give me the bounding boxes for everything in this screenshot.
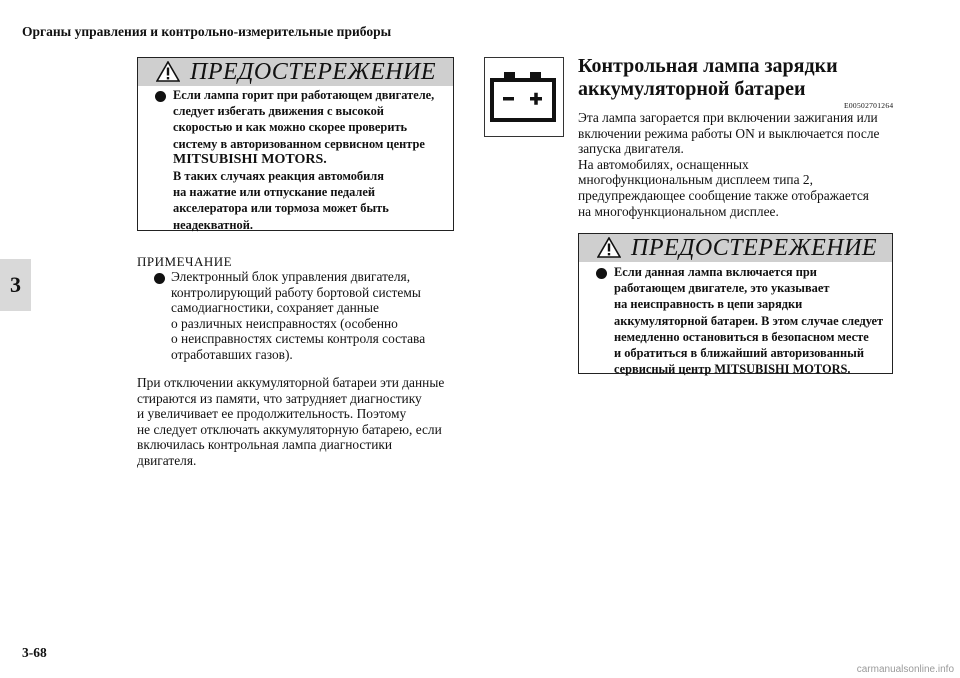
warning-header xyxy=(138,58,453,86)
note-line: о различных неисправностях (особенно xyxy=(171,315,398,331)
paragraph-line: включилась контрольная лампа диагностики xyxy=(137,437,393,453)
page-number: 3-68 xyxy=(22,645,47,660)
warning-title: ПРЕДОСТЕРЕЖЕНИЕ xyxy=(190,59,437,85)
page-header: Органы управления и контрольно-измерительные приборы xyxy=(22,24,392,39)
warning-line: сервисный центр MITSUBISHI MOTORS. xyxy=(614,362,851,377)
warning-line: неадекватной. xyxy=(173,217,253,232)
bullet-icon xyxy=(596,268,607,279)
heading-line: аккумуляторной батареи xyxy=(578,78,806,100)
battery-icon xyxy=(485,58,562,135)
warning-line: скоростью и как можно скорее проверить xyxy=(173,120,408,135)
warning-title: ПРЕДОСТЕРЕЖЕНИЕ xyxy=(631,235,878,261)
watermark: carmanualsonline.info xyxy=(856,664,954,675)
heading-line: Контрольная лампа зарядки xyxy=(578,55,838,77)
bullet-icon xyxy=(154,273,165,284)
paragraph-line: включении режима работы ON и выключается после xyxy=(578,125,880,141)
warning-line: на нажатие или отпускание педалей xyxy=(173,185,376,200)
warning-line: MITSUBISHI MOTORS. xyxy=(173,151,327,167)
warning-text xyxy=(614,264,883,377)
bullet-icon xyxy=(155,91,166,102)
paragraph-line: предупреждающее сообщение также отображается xyxy=(578,187,869,203)
warning-line: В таких случаях реакция автомобиля xyxy=(173,169,384,184)
warning-line: аккумуляторной батареи. В этом случае следует xyxy=(614,313,884,328)
warning-text xyxy=(173,87,434,233)
battery-icon-frame xyxy=(484,57,564,137)
note-line: о неисправностях системы контроля состава xyxy=(171,331,426,347)
warning-triangle-icon xyxy=(597,237,621,258)
section-heading xyxy=(578,55,838,101)
paragraph-line: двигателя. xyxy=(137,452,197,468)
note-line: отработавших газов). xyxy=(171,346,293,362)
paragraph-line: и увеличивает ее продолжительность. Поэтому xyxy=(137,406,407,422)
warning-line: Если данная лампа включается при xyxy=(614,265,817,279)
note-line: самодиагностики, сохраняет данные xyxy=(171,300,379,316)
paragraph-line: При отключении аккумуляторной батареи эти данные xyxy=(137,375,445,390)
warning-line: Если лампа горит при работающем двигателе, xyxy=(173,88,435,102)
chapter-number: 3 xyxy=(10,272,21,297)
paragraph-line: стираются из памяти, что затрудняет диагностику xyxy=(137,390,422,406)
right-warning-box xyxy=(578,233,893,377)
warning-line: работающем двигателе, это указывает xyxy=(614,281,830,296)
warning-header xyxy=(579,234,892,262)
left-paragraph xyxy=(137,375,444,469)
warning-line: следует избегать движения с высокой xyxy=(173,104,384,119)
warning-line: на неисправность в цепи зарядки xyxy=(614,297,803,312)
paragraph-line: На автомобилях, оснащенных xyxy=(578,156,749,172)
section-paragraph xyxy=(578,110,879,219)
note-label: ПРИМЕЧАНИЕ xyxy=(137,254,233,269)
warning-line: немедленно остановиться в безопасном месте xyxy=(614,329,869,344)
paragraph-line: многофункциональным дисплеем типа 2, xyxy=(578,172,813,188)
paragraph-line: запуска двигателя. xyxy=(578,141,684,157)
note-line: контролирующий работу бортовой системы xyxy=(171,284,421,300)
paragraph-line: на многофункциональном дисплее. xyxy=(578,203,779,219)
chapter-tab xyxy=(0,259,31,311)
warning-line: акселератора или тормоза может быть xyxy=(173,201,389,216)
note-text xyxy=(171,269,425,363)
paragraph-line: Эта лампа загорается при включении зажигания или xyxy=(578,110,878,125)
warning-line: и обратиться в ближайший авторизованный xyxy=(614,346,864,361)
note-line: Электронный блок управления двигателя, xyxy=(171,269,411,284)
left-warning-box xyxy=(137,57,454,231)
section-code: E00502701264 xyxy=(844,101,894,110)
paragraph-line: не следует отключать аккумуляторную батарею, если xyxy=(137,421,442,437)
warning-triangle-icon xyxy=(156,61,180,82)
warning-line: систему в авторизованном сервисном центре xyxy=(173,136,425,151)
